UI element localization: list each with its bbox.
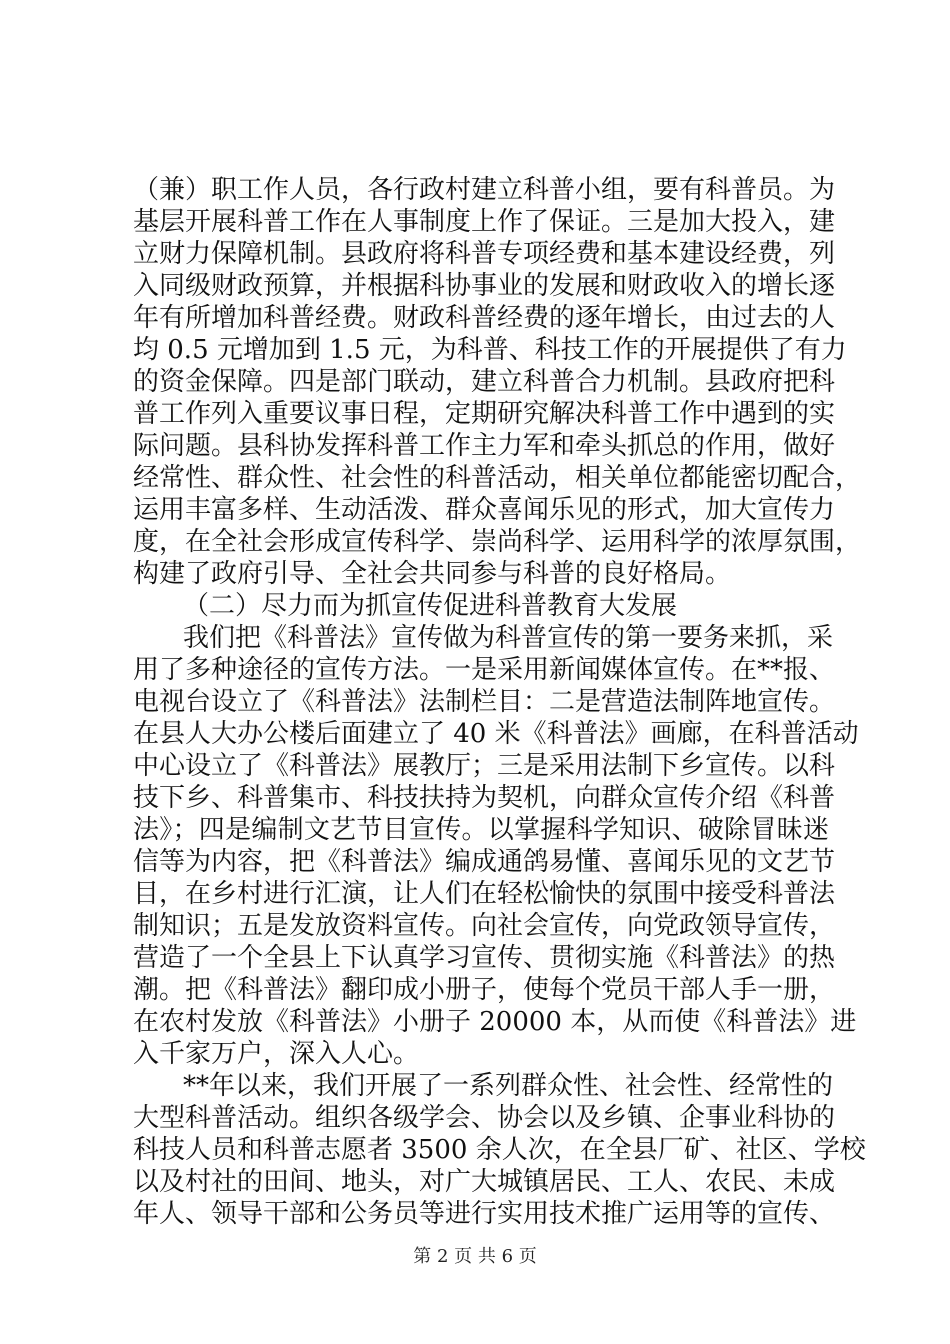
paragraph-line: 入千家万户，深入人心。 [133,1039,420,1069]
paragraph-line: （兼）职工作人员，各行政村建立科普小组，要有科普员。为 [133,175,836,205]
paragraph-line: 年有所增加科普经费。财政科普经费的逐年增长，由过去的人 [133,303,836,333]
paragraph-line: 年人、领导干部和公务员等进行实用技术推广运用等的宣传、 [133,1199,836,1229]
paragraph-line: 科技人员和科普志愿者 3500 余人次，在全县厂矿、社区、学校 [133,1135,866,1165]
paragraph-line: 构建了政府引导、全社会共同参与科普的良好格局。 [133,559,732,589]
paragraph-line: 中心设立了《科普法》展教厅；三是采用法制下乡宣传。以科 [133,751,836,781]
paragraph-line: 际问题。县科协发挥科普工作主力军和牵头抓总的作用，做好 [133,431,836,461]
paragraph-line: 我们把《科普法》宣传做为科普宣传的第一要务来抓，采 [183,623,834,653]
paragraph-line: 普工作列入重要议事日程，定期研究解决科普工作中遇到的实 [133,399,836,429]
paragraph-line: 法》；四是编制文艺节目宣传。以掌握科学知识、破除冒昧迷 [133,815,829,845]
paragraph-line: 基层开展科普工作在人事制度上作了保证。三是加大投入，建 [133,207,836,237]
paragraph-line: 度，在全社会形成宣传科学、崇尚科学、运用科学的浓厚氛围， [133,527,862,557]
paragraph-line: 入同级财政预算，并根据科协事业的发展和财政收入的增长逐 [133,271,836,301]
paragraph-line: **年以来，我们开展了一系列群众性、社会性、经常性的 [183,1071,834,1101]
paragraph-line: 信等为内容，把《科普法》编成通鸽易懂、喜闻乐见的文艺节 [133,847,836,877]
paragraph-line: 的资金保障。四是部门联动，建立科普合力机制。县政府把科 [133,367,836,397]
paragraph-line: 大型科普活动。组织各级学会、协会以及乡镇、企事业科协的 [133,1103,836,1133]
paragraph-line: 均 0.5 元增加到 1.5 元，为科普、科技工作的开展提供了有力 [133,335,847,365]
paragraph-line: 目，在乡村进行汇演，让人们在轻松愉快的氛围中接受科普法 [133,879,836,909]
paragraph-line: 潮。把《科普法》翻印成小册子，使每个党员干部人手一册， [133,975,836,1005]
paragraph-line: 立财力保障机制。县政府将科普专项经费和基本建设经费，列 [133,239,836,269]
paragraph-line: 技下乡、科普集市、科技扶持为契机，向群众宣传介绍《科普 [133,783,836,813]
section-heading: （二）尽力而为抓宣传促进科普教育大发展 [183,591,678,621]
paragraph-line: 用了多种途径的宣传方法。一是采用新闻媒体宣传。在**报、 [133,655,836,685]
paragraph-line: 电视台设立了《科普法》法制栏目：二是营造法制阵地宣传。 [133,687,836,717]
paragraph-line: 以及村社的田间、地头，对广大城镇居民、工人、农民、未成 [133,1167,836,1197]
paragraph-line: 营造了一个全县上下认真学习宣传、贯彻实施《科普法》的热 [133,943,836,973]
paragraph-line: 经常性、群众性、社会性的科普活动，相关单位都能密切配合， [133,463,862,493]
page-number-footer: 第 2 页 共 6 页 [413,1246,537,1267]
paragraph-line: 在县人大办公楼后面建立了 40 米《科普法》画廊，在科普活动 [133,719,859,749]
paragraph-line: 在农村发放《科普法》小册子 20000 本，从而使《科普法》进 [133,1007,857,1037]
paragraph-line: 制知识；五是发放资料宣传。向社会宣传，向党政领导宣传， [133,911,836,941]
paragraph-line: 运用丰富多样、生动活泼、群众喜闻乐见的形式，加大宣传力 [133,495,836,525]
